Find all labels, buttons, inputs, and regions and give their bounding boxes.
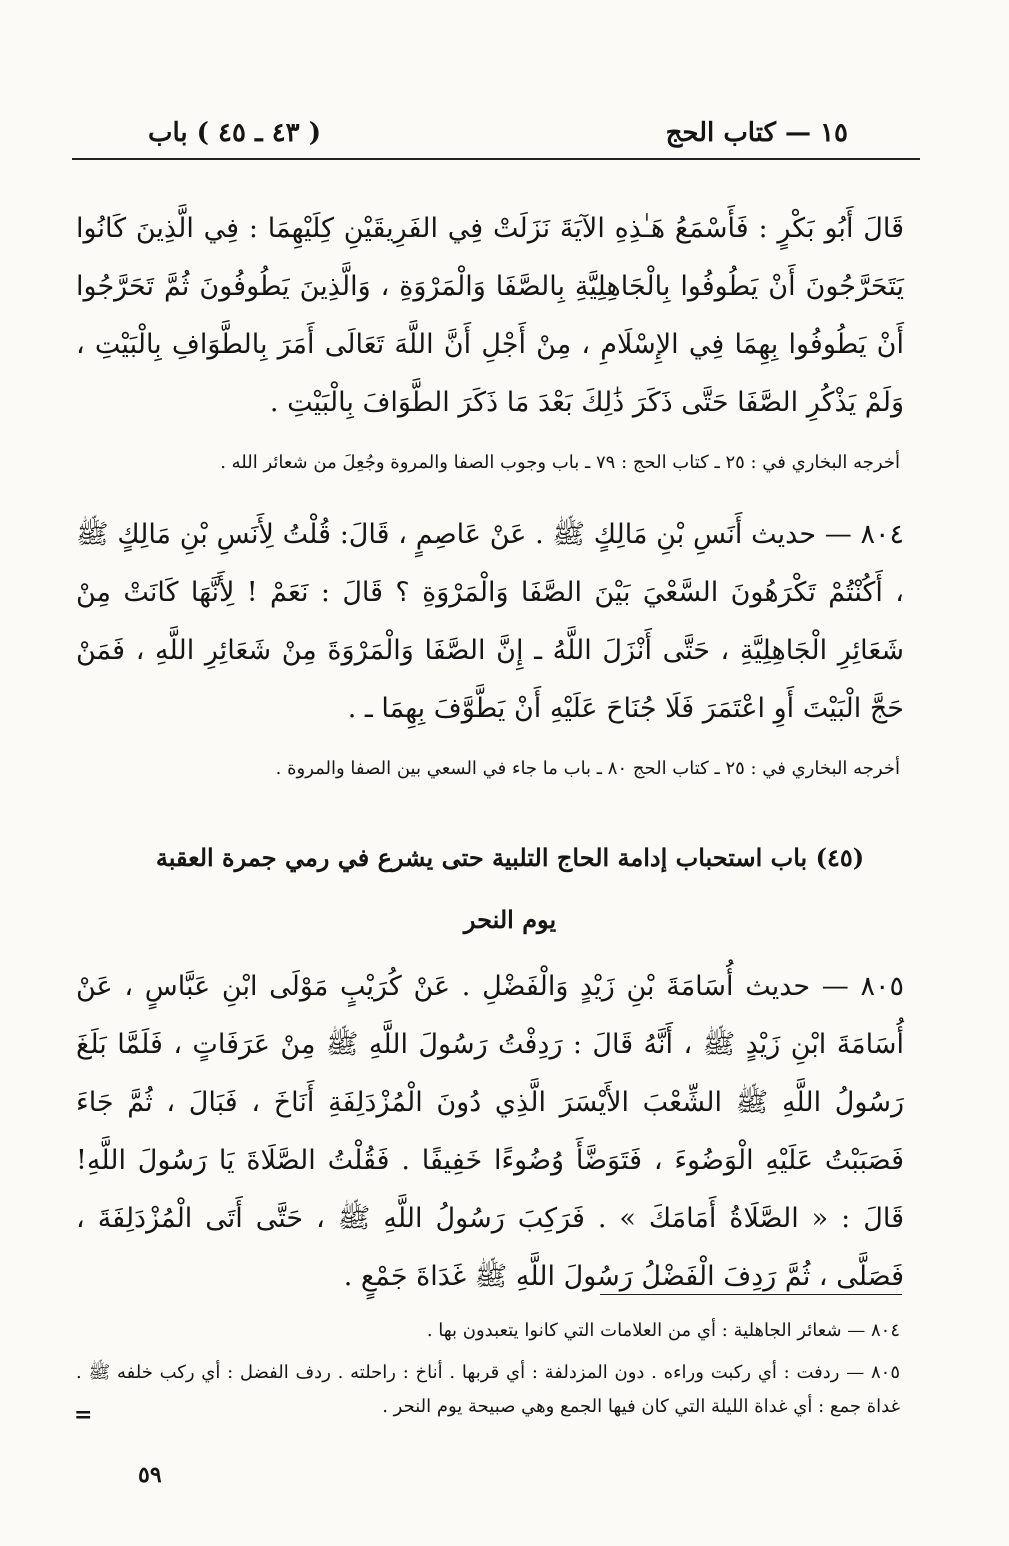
book-title-header: ١٥ — كتاب الحج <box>665 118 848 148</box>
page-number: ٥٩ <box>138 1462 162 1488</box>
bukhari-reference-2: أخرجه البخاري في : ٢٥ ـ كتاب الحج ٨٠ ـ باب ما جاء في السعي بين الصفا والمروة . <box>275 758 900 779</box>
footnote-804: ٨٠٤ — شعائر الجاهلية : أي من العلامات التي كانوا يتعبدون بها . <box>426 1320 900 1341</box>
chapter-heading: (٤٥) باب استحباب إدامة الحاج التلبية حتى يشرع في رمي جمرة العقبة <box>155 843 865 872</box>
chapter-range-header: ( ٤٣ ـ ٤٥ ) باب <box>148 118 322 148</box>
continuation-mark: = <box>74 1402 93 1428</box>
footnote-805: ٨٠٥ — ردفت : أي ركبت وراءه . دون المزدلفة : أي قربها . أناخ : راحلته . ردف الفضل : أي ركب خلفه ﷺ . غداة جمع : أي غداة الليلة التي كان فيها الجمع وهي صبيحة يوم النحر . <box>76 1362 900 1417</box>
paragraph-abu-bakr: قَالَ أَبُو بَكْرٍ : فَأَسْمَعُ هَـٰذِهِ الآيَةَ نَزَلَتْ فِي الفَرِيقَيْنِ كِلَيْهِمَا : فِي الَّذِينَ كَانُوا يَتَحَرَّجُونَ أَنْ يَطُوفُوا بِالْجَاهِلِيَّةِ بِالصَّفَا وَالْمَرْوَةِ ، وَالَّذِينَ يَطُوفُونَ ثُمَّ تَحَرَّجُوا أَنْ يَطُوفُوا بِهِمَا فِي الإِسْلَامِ ، مِنْ أَجْلِ أَنَّ اللَّهَ تَعَالَى أَمَرَ بِالطَّوَافِ بِالْبَيْتِ ، وَلَمْ يَذْكُرِ الصَّفَا حَتَّى ذَكَرَ ذَٰلِكَ بَعْدَ مَا ذَكَرَ الطَّوَافَ بِالْبَيْتِ . <box>76 213 904 418</box>
running-header <box>72 112 920 160</box>
bukhari-reference-1: أخرجه البخاري في : ٢٥ ـ كتاب الحج : ٧٩ ـ باب وجوب الصفا والمروة وجُعِلَ من شعائر الله . <box>220 452 900 473</box>
hadith-805: ٨٠٥ — حديث أُسَامَةَ بْنِ زَيْدٍ وَالْفَضْلِ . عَنْ كُرَيْبٍ مَوْلَى ابْنِ عَبَّاسٍ ، عَنْ أُسَامَةَ ابْنِ زَيْدٍ ﷺ ، أَنَّهُ قَالَ : رَدِفْتُ رَسُولَ اللَّهِ ﷺ مِنْ عَرَفَاتٍ ، فَلَمَّا بَلَغَ رَسُولُ اللَّهِ ﷺ الشِّعْبَ الأَيْسَرَ الَّذِي دُونَ الْمُزْدَلِفَةِ أَنَاخَ ، فَبَالَ ، ثُمَّ جَاءَ فَصَبَبْتُ عَلَيْهِ الْوَضُوءَ ، فَتَوَضَّأَ وُضُوءًا خَفِيفًا . فَقُلْتُ الصَّلَاةَ يَا رَسُولَ اللَّهِ! قَالَ : « الصَّلَاةُ أَمَامَكَ » . فَرَكِبَ رَسُولُ اللَّهِ ﷺ ، حَتَّى أَتَى الْمُزْدَلِفَةَ ، فَصَلَّى ، ثُمَّ رَدِفَ الْفَضْلُ رَسُولَ اللَّهِ ﷺ غَدَاةَ جَمْعٍ . <box>76 971 904 1292</box>
footnote-divider <box>600 1294 902 1295</box>
chapter-heading-line2: يوم النحر <box>463 905 557 934</box>
hadith-804: ٨٠٤ — حديث أَنَسِ بْنِ مَالِكٍ ﷺ . عَنْ عَاصِمٍ ، قَالَ: قُلْتُ لِأَنَسِ بْنِ مَالِكٍ ﷺ ، أَكُنْتُمْ تَكْرَهُونَ السَّعْيَ بَيْنَ الصَّفَا وَالْمَرْوَةِ ؟ قَالَ : نَعَمْ ! لِأَنَّهَا كَانَتْ مِنْ شَعَائِرِ الْجَاهِلِيَّةِ ، حَتَّى أَنْزَلَ اللَّهُ ـ إِنَّ الصَّفَا وَالْمَرْوَةَ مِنْ شَعَائِرِ اللَّهِ ، فَمَنْ حَجَّ الْبَيْتَ أَوِ اعْتَمَرَ فَلَا جُنَاحَ عَلَيْهِ أَنْ يَطَّوَّفَ بِهِمَا ـ . <box>76 519 904 724</box>
